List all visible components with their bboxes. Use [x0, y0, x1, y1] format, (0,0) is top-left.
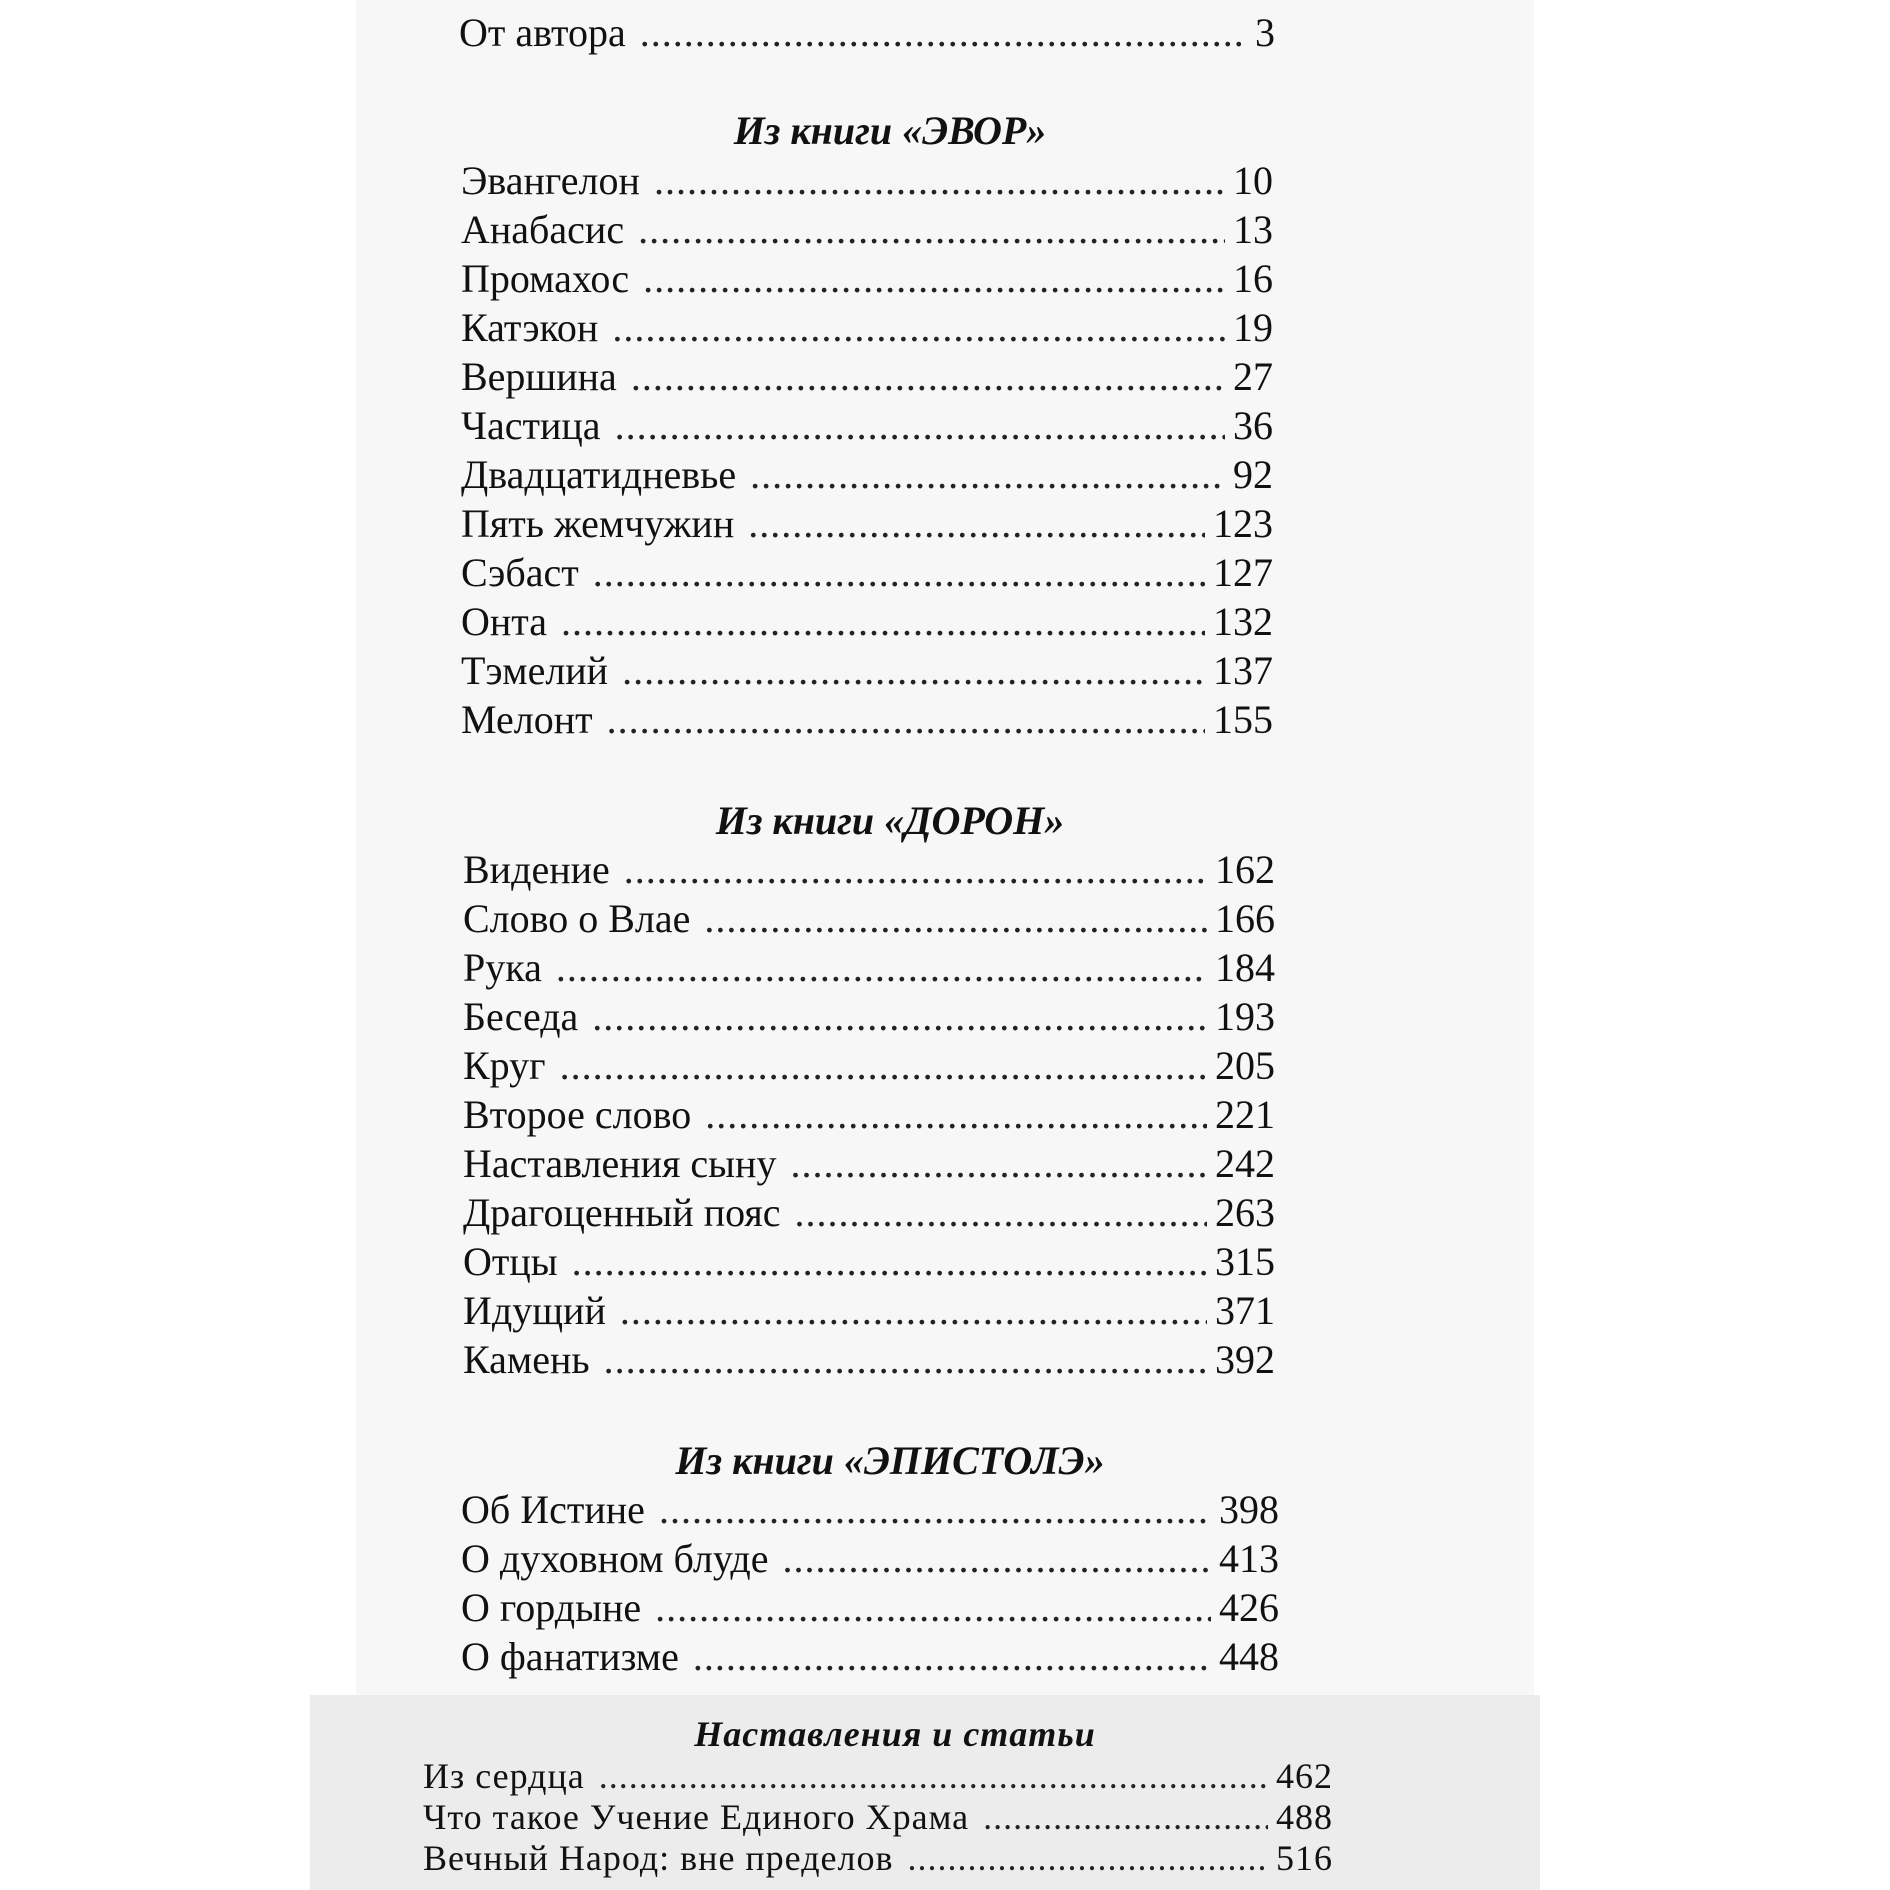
- toc-entry[interactable]: [463, 945, 1275, 991]
- toc-entry-title: Вершина: [461, 354, 617, 399]
- toc-entry-title: Наставления сыну: [463, 1141, 777, 1186]
- toc-entry-title: Пять жемчужин: [461, 501, 735, 546]
- toc-entry-title: Отцы: [463, 1239, 558, 1284]
- toc-leader-dots: [607, 697, 1205, 743]
- toc-entry-page: 193: [1215, 994, 1275, 1039]
- toc-entry-title: Об Истине: [461, 1487, 645, 1532]
- toc-entry-title: Идущий: [463, 1288, 606, 1333]
- toc-entry[interactable]: [461, 697, 1273, 743]
- toc-leader-dots: [782, 1536, 1211, 1582]
- toc-entry-title: Промахос: [461, 256, 630, 301]
- toc-leader-dots: [631, 354, 1225, 400]
- toc-leader-dots: [640, 10, 1247, 56]
- toc-entry-page: 371: [1215, 1288, 1275, 1333]
- toc-entry-title: Эвангелон: [461, 158, 640, 203]
- toc-entry[interactable]: [463, 1288, 1275, 1334]
- toc-entry[interactable]: [423, 1756, 1333, 1796]
- toc-entry-page: 155: [1213, 697, 1273, 742]
- section-heading-doron: Из книги «ДОРОН»: [715, 798, 1065, 843]
- toc-entry-title: Из сердца: [423, 1756, 585, 1796]
- toc-entry-page: 426: [1219, 1585, 1279, 1630]
- toc-leader-dots: [638, 207, 1225, 253]
- toc-leader-dots: [655, 1585, 1211, 1631]
- toc-entry[interactable]: [463, 994, 1275, 1040]
- toc-entry-title: Анабасис: [461, 207, 625, 252]
- toc-leader-dots: [907, 1838, 1268, 1878]
- toc-entry-page: 3: [1255, 10, 1275, 55]
- toc-leader-dots: [599, 1756, 1268, 1796]
- toc-leader-dots: [654, 158, 1225, 204]
- toc-entry-page: 127: [1213, 550, 1273, 595]
- toc-entry-title: Беседа: [463, 994, 579, 1039]
- toc-entry[interactable]: [461, 550, 1273, 596]
- toc-entry-title: Камень: [463, 1337, 590, 1382]
- toc-entry-page: 462: [1276, 1756, 1333, 1796]
- toc-leader-dots: [620, 1288, 1207, 1334]
- toc-leader-dots: [612, 305, 1225, 351]
- toc-entry[interactable]: [463, 896, 1275, 942]
- toc-entry[interactable]: [461, 305, 1273, 351]
- toc-entry-page: 448: [1219, 1634, 1279, 1679]
- toc-entry[interactable]: [461, 599, 1273, 645]
- toc-entry-title: Двадцатидневье: [461, 452, 737, 497]
- toc-entry-author[interactable]: [459, 10, 1275, 56]
- toc-entry[interactable]: [461, 1487, 1279, 1533]
- section-heading-nastavleniya: Наставления и статьи: [694, 1714, 1096, 1754]
- toc-leader-dots: [572, 1239, 1207, 1285]
- toc-entry-page: 36: [1233, 403, 1273, 448]
- toc-entry-page: 123: [1213, 501, 1273, 546]
- toc-entry[interactable]: [461, 452, 1273, 498]
- toc-entry-page: 19: [1233, 305, 1273, 350]
- toc-leader-dots: [750, 452, 1225, 498]
- toc-entry-title: Частица: [461, 403, 601, 448]
- toc-entry-title: Онта: [461, 599, 548, 644]
- toc-entry[interactable]: [461, 1536, 1279, 1582]
- toc-entry-page: 13: [1233, 207, 1273, 252]
- toc-entry[interactable]: [463, 847, 1275, 893]
- toc-entry[interactable]: [463, 1190, 1275, 1236]
- toc-leader-dots: [615, 403, 1225, 449]
- toc-leader-dots: [705, 1092, 1207, 1138]
- toc-entry-page: 398: [1219, 1487, 1279, 1532]
- toc-entry-title: О духовном блуде: [461, 1536, 769, 1581]
- toc-entry[interactable]: [461, 354, 1273, 400]
- toc-leader-dots: [592, 994, 1207, 1040]
- toc-entry-page: 132: [1213, 599, 1273, 644]
- toc-entry-page: 184: [1215, 945, 1275, 990]
- toc-entry[interactable]: [463, 1337, 1275, 1383]
- toc-entry-page: 242: [1215, 1141, 1275, 1186]
- toc-entry-page: 413: [1219, 1536, 1279, 1581]
- toc-leader-dots: [624, 847, 1207, 893]
- toc-entry-page: 315: [1215, 1239, 1275, 1284]
- toc-entry-page: 162: [1215, 847, 1275, 892]
- toc-leader-dots: [604, 1337, 1207, 1383]
- toc-entry-page: 166: [1215, 896, 1275, 941]
- toc-entry-page: 137: [1213, 648, 1273, 693]
- toc-entry[interactable]: [461, 1585, 1279, 1631]
- toc-leader-dots: [795, 1190, 1208, 1236]
- toc-entry-page: 392: [1215, 1337, 1275, 1382]
- toc-entry-title: О фанатизме: [461, 1634, 679, 1679]
- toc-entry[interactable]: [461, 1634, 1279, 1680]
- toc-entry-title: Второе слово: [463, 1092, 692, 1137]
- toc-entry[interactable]: [463, 1043, 1275, 1089]
- toc-entry-title: Слово о Влае: [463, 896, 691, 941]
- toc-entry-page: 205: [1215, 1043, 1275, 1088]
- toc-entry-title: Видение: [463, 847, 610, 892]
- toc-entry[interactable]: [423, 1797, 1333, 1837]
- toc-entry[interactable]: [461, 207, 1273, 253]
- toc-leader-dots: [622, 648, 1205, 694]
- toc-entry[interactable]: [461, 403, 1273, 449]
- toc-entry[interactable]: [461, 256, 1273, 302]
- toc-leader-dots: [556, 945, 1207, 991]
- toc-entry-page: 27: [1233, 354, 1273, 399]
- toc-entry-title: Рука: [463, 945, 542, 990]
- toc-entry[interactable]: [463, 1141, 1275, 1187]
- toc-leader-dots: [643, 256, 1225, 302]
- toc-entry-title: Драгоценный пояс: [463, 1190, 781, 1235]
- toc-entry-page: 221: [1215, 1092, 1275, 1137]
- toc-leader-dots: [983, 1797, 1268, 1837]
- section-heading-evor: Из книги «ЭВОР»: [733, 108, 1047, 153]
- toc-entry-page: 16: [1233, 256, 1273, 301]
- toc-leader-dots: [790, 1141, 1207, 1187]
- toc-leader-dots: [693, 1634, 1211, 1680]
- toc-entry[interactable]: [463, 1239, 1275, 1285]
- toc-leader-dots: [704, 896, 1207, 942]
- toc-entry-title: От автора: [459, 10, 626, 55]
- toc-entry-page: 488: [1276, 1797, 1333, 1837]
- toc-leader-dots: [659, 1487, 1211, 1533]
- toc-entry[interactable]: [461, 158, 1273, 204]
- toc-entry-title: О гордыне: [461, 1585, 642, 1630]
- toc-entry-page: 92: [1233, 452, 1273, 497]
- toc-entry-title: Сэбаст: [461, 550, 579, 595]
- toc-entry-title: Катэкон: [461, 305, 599, 350]
- toc-entry-title: Тэмелий: [461, 648, 609, 693]
- toc-leader-dots: [560, 1043, 1207, 1089]
- toc-entry-title: Мелонт: [461, 697, 593, 742]
- toc-leader-dots: [593, 550, 1205, 596]
- toc-entry-page: 10: [1233, 158, 1273, 203]
- toc-entry-title: Что такое Учение Единого Храма: [423, 1797, 970, 1837]
- toc-leader-dots: [748, 501, 1205, 547]
- toc-entry-page: 263: [1215, 1190, 1275, 1235]
- toc-entry-title: Круг: [463, 1043, 546, 1088]
- toc-leader-dots: [561, 599, 1205, 645]
- toc-entry-title: Вечный Народ: вне пределов: [423, 1838, 894, 1878]
- toc-entry[interactable]: [423, 1838, 1333, 1878]
- toc-entry[interactable]: [461, 501, 1273, 547]
- toc-entry[interactable]: [461, 648, 1273, 694]
- toc-entry-page: 516: [1276, 1838, 1333, 1878]
- toc-entry[interactable]: [463, 1092, 1275, 1138]
- section-heading-epistole: Из книги «ЭПИСТОЛЭ»: [675, 1438, 1105, 1483]
